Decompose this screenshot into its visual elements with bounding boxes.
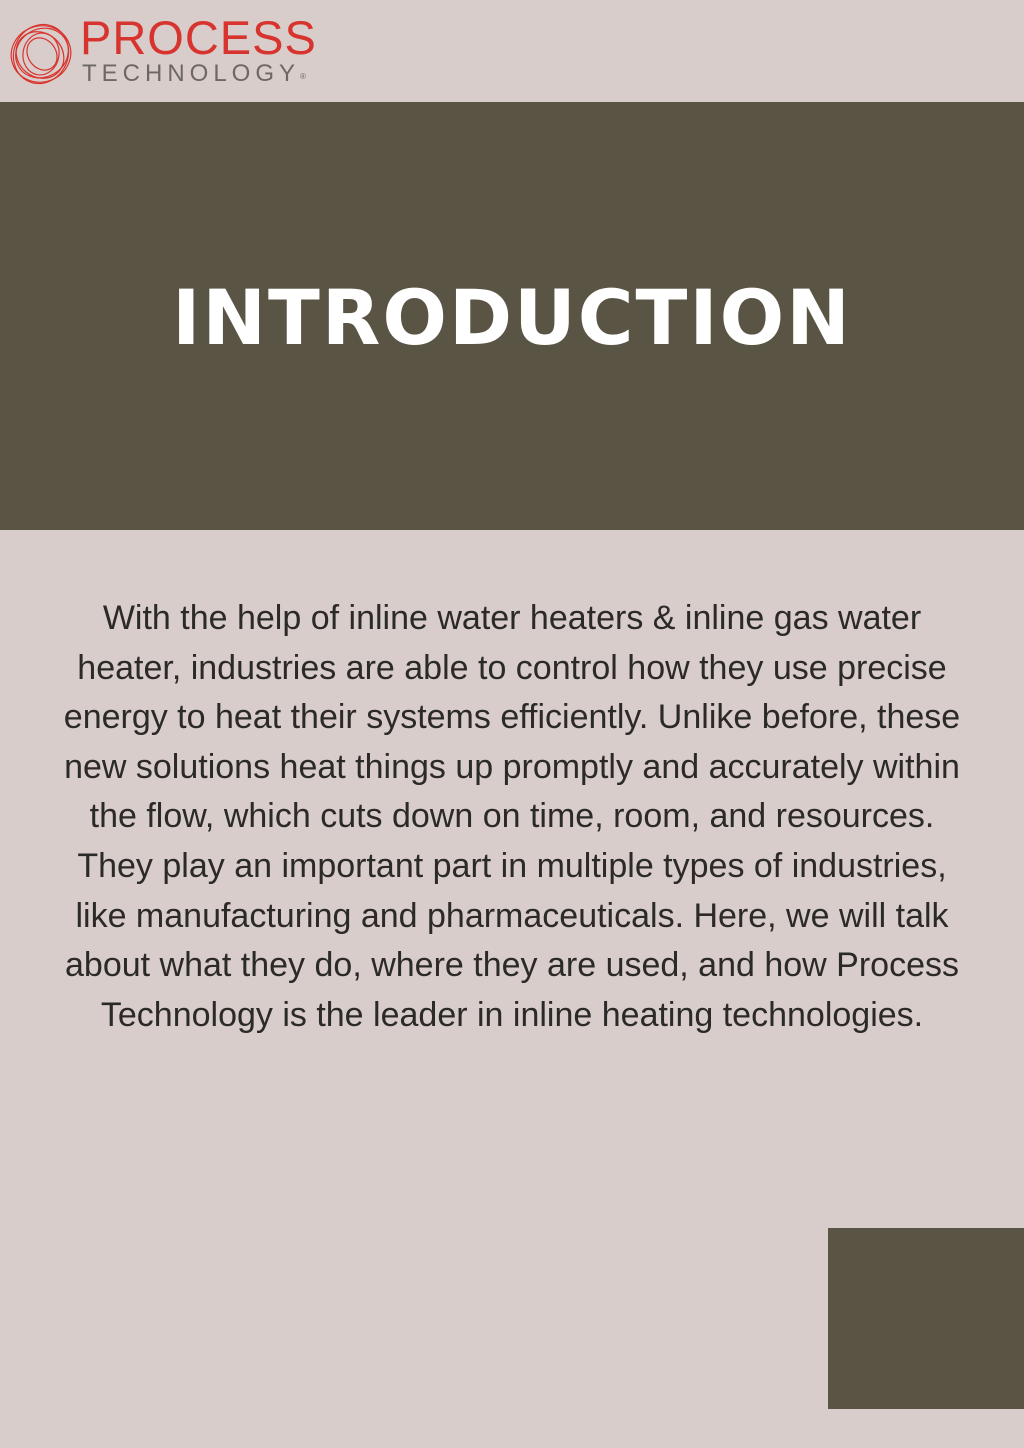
concentric-circles-logo-icon xyxy=(8,21,74,87)
registered-mark: ® xyxy=(300,72,306,81)
intro-paragraph: With the help of inline water heaters & inline gas water heater, industries are able to control how they use precise energy to heat their systems efficiently. Unlike before, these new solutions heat things up promptly and accurately within the flow, which cuts down on time, room, and resources. They play an important part in multiple types of industries, like manufacturing and pharmaceuticals. Here, we will talk about what they do, where they are used, and how Process Technology is the leader in inline heating technologies. xyxy=(63,599,961,1034)
title-banner xyxy=(0,102,1024,530)
logo-wordmark-process: PROCESS xyxy=(80,11,317,64)
page-title: INTRODUCTION xyxy=(172,273,852,362)
logo-wordmark-technology: TECHNOLOGY® xyxy=(82,60,306,87)
decorative-corner-block xyxy=(828,1228,1024,1409)
company-logo xyxy=(8,11,338,92)
